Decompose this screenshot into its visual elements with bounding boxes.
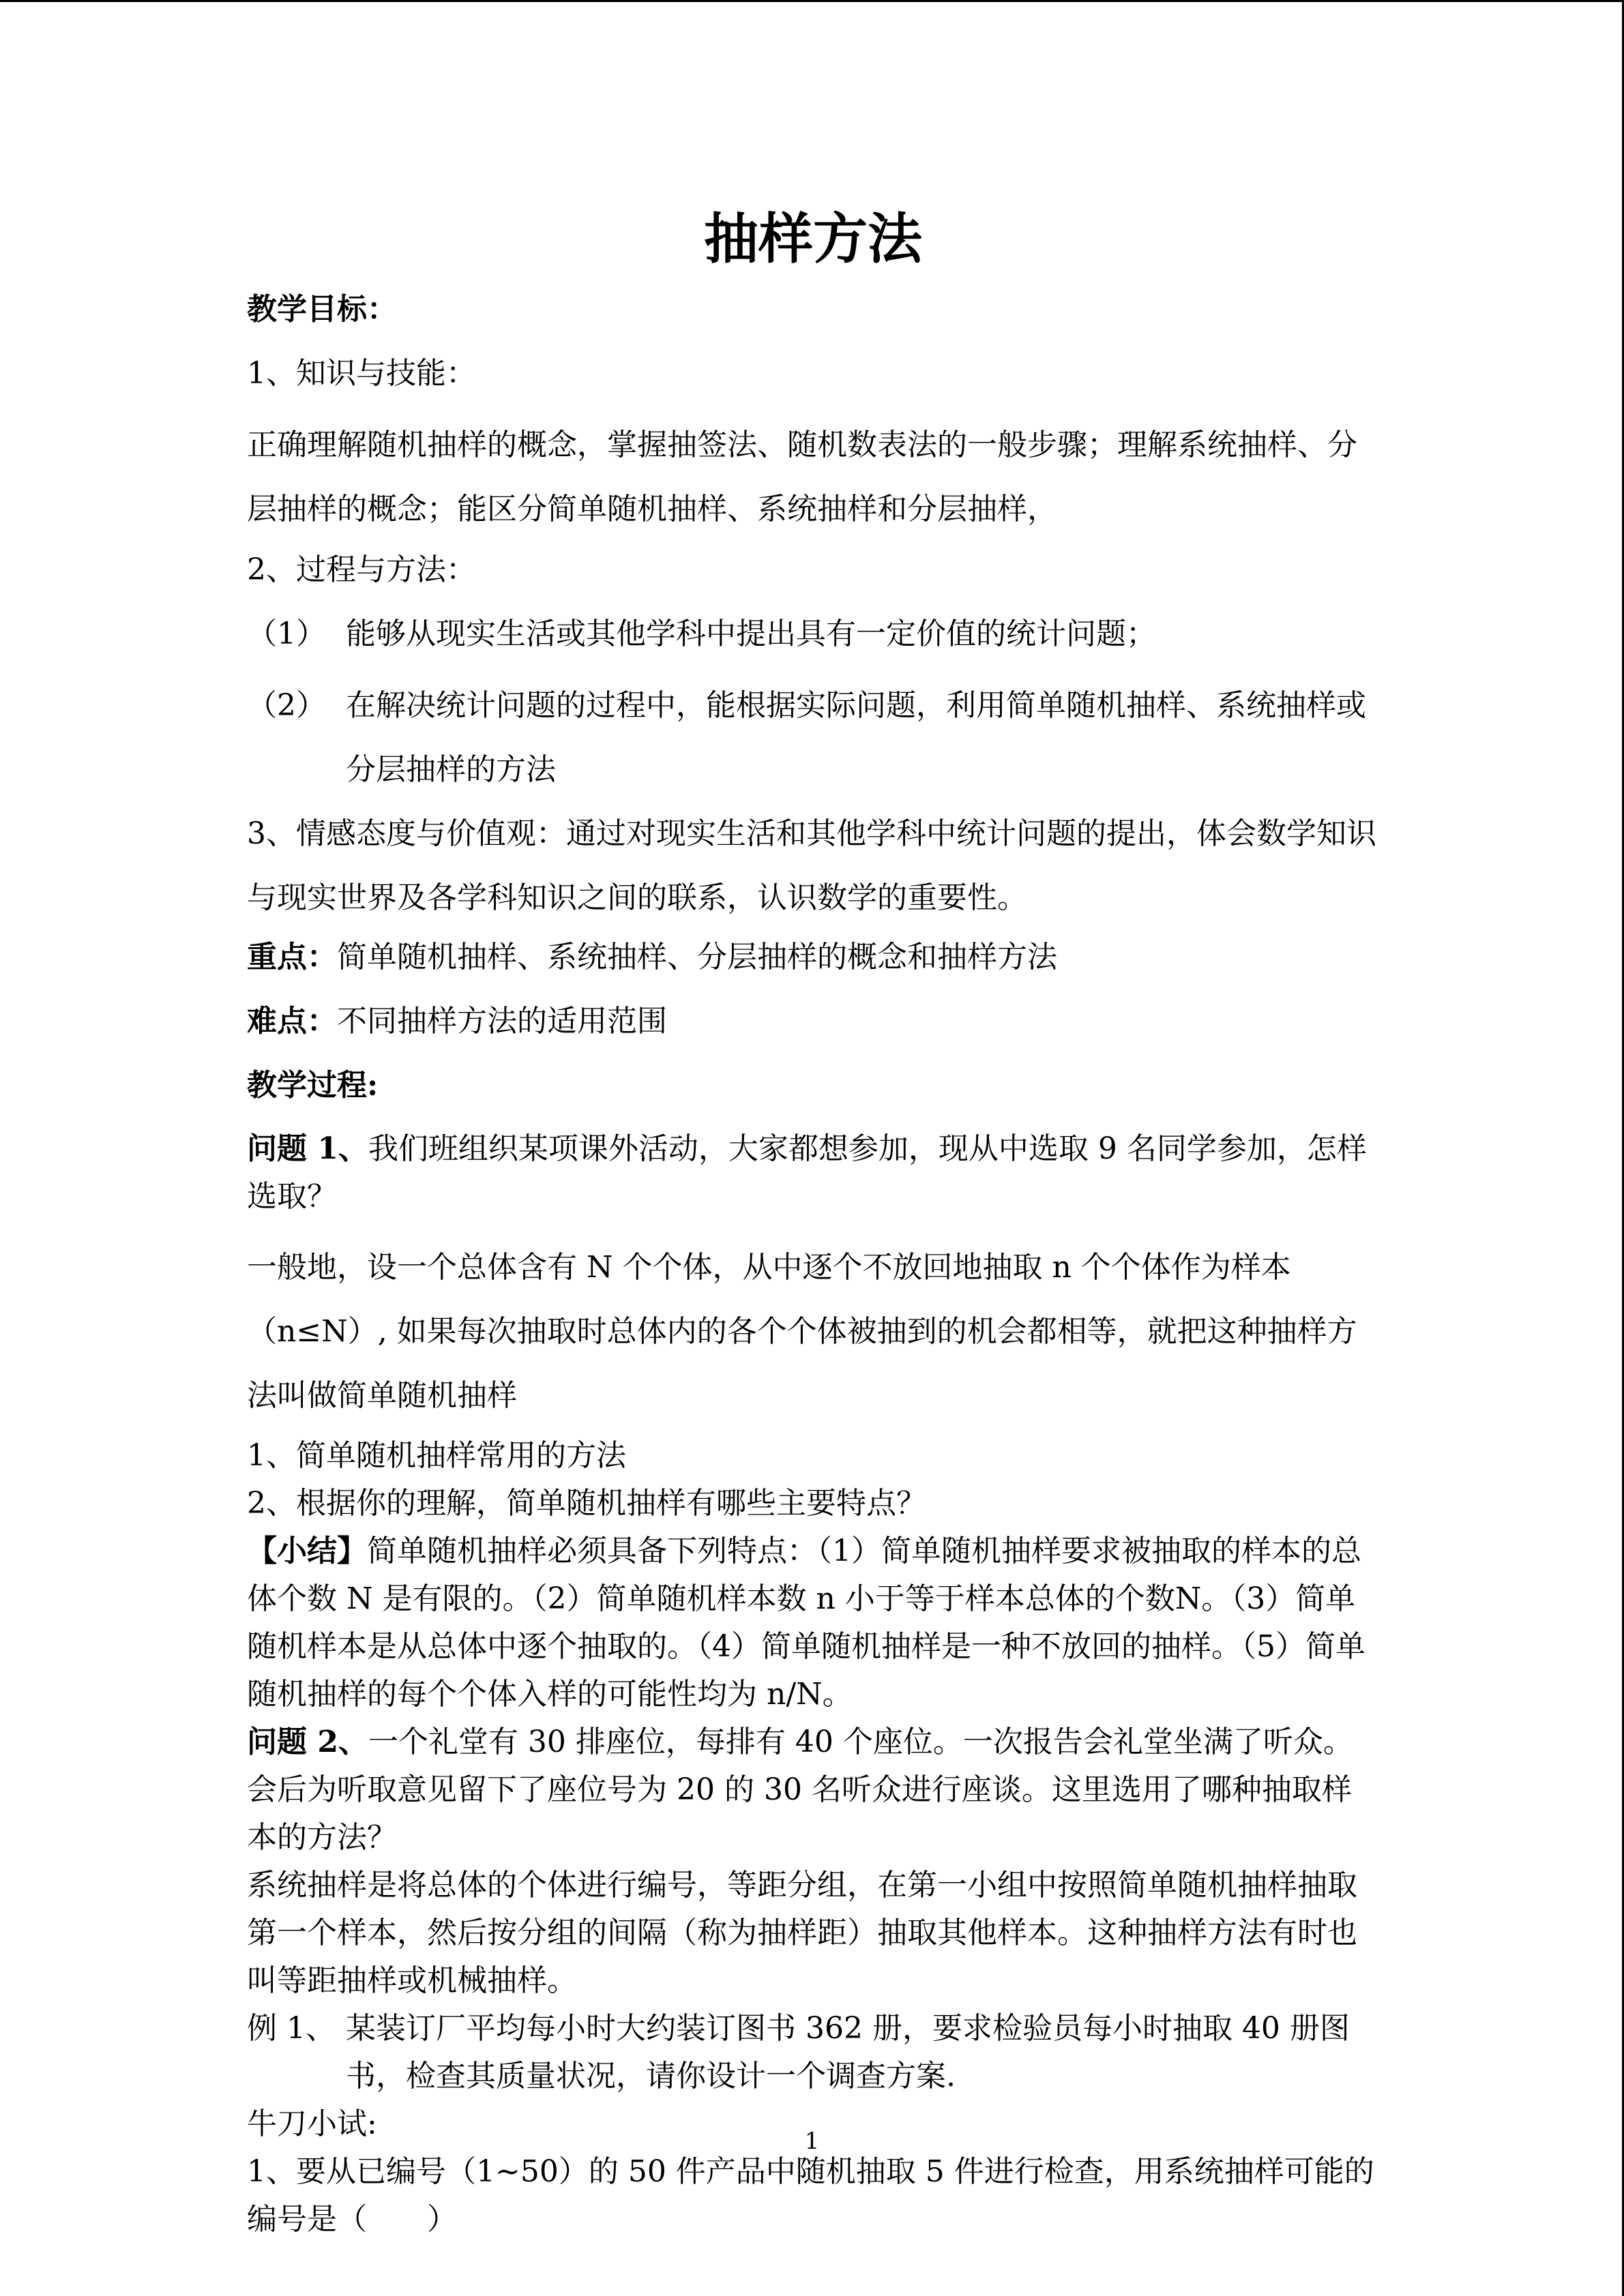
summary-label: 【小结】 (247, 1534, 367, 1568)
objectives-heading: 教学目标： (247, 292, 397, 327)
summary (247, 1527, 1379, 1718)
emotion-text: 3、情感态度与价值观：通过对现实生活和其他学科中统计问题的提出，体会数学知识与现实世界及各学科知识之间的联系，认识数学的重要性。 (247, 816, 1376, 915)
difficult-point (247, 997, 1379, 1046)
process-heading: 教学过程: (247, 1068, 379, 1103)
item-number: （2） (247, 688, 326, 723)
question-2-label: 问题 2、 (247, 1725, 368, 1759)
example-number: 例 1、 (247, 2011, 336, 2046)
question-2-text: 一个礼堂有 30 排座位，每排有 40 个座位。一次报告会礼堂坐满了听众。会后为听取意见留下了座位号为 20 的 30 名听众进行座谈。这里选用了哪种抽取样本的方法？ (247, 1725, 1353, 1855)
question-1 (247, 1125, 1379, 1221)
systematic-sampling-text: 系统抽样是将总体的个体进行编号，等距分组，在第一小组中按照简单随机抽样抽取第一个样本，然后按分组的间隔（称为抽样距）抽取其他样本。这种抽样方法有时也叫等距抽样或机械抽样。 (247, 1868, 1357, 1998)
list-item: 2、根据你的理解，简单随机抽样有哪些主要特点？ (247, 1486, 926, 1521)
difficult-point-label: 难点： (247, 1004, 337, 1039)
list-item: 1、简单随机抽样常用的方法 (247, 1438, 626, 1473)
document-page (247, 198, 1379, 2243)
example-text: 某装订厂平均每小时大约装订图书 362 册，要求检验员每小时抽取 40 册图书，检查其质量状况，请你设计一个调查方案. (346, 2011, 1350, 2093)
knowledge-text: 正确理解随机抽样的概念，掌握抽签法、随机数表法的一般步骤；理解系统抽样、分层抽样的概念；能区分简单随机抽样、系统抽样和分层抽样， (247, 428, 1357, 526)
practice-question-1: 1、要从已编号（1~50）的 50 件产品中随机抽取 5 件进行检查，用系统抽样可能的编号是（ ） (247, 2154, 1374, 2237)
process-item-1 (247, 610, 1379, 659)
question-1-text: 我们班组织某项课外活动，大家都想参加，现从中选取 9 名同学参加，怎样选取？ (247, 1131, 1367, 1214)
top-border (0, 0, 1624, 2)
key-point-text: 简单随机抽样、系统抽样、分层抽样的概念和抽样方法 (337, 940, 1057, 974)
process-method-heading: 2、过程与方法： (247, 552, 476, 587)
example-1 (247, 2005, 1379, 2100)
question-1-label: 问题 1、 (247, 1131, 368, 1166)
process-item-2 (247, 674, 1379, 802)
page-title: 抽样方法 (704, 207, 922, 271)
page-number: 1 (804, 2128, 820, 2155)
practice-heading: 牛刀小试: (247, 2106, 377, 2141)
item-number: （1） (247, 616, 326, 651)
definition-text: 一般地，设一个总体含有 N 个个体，从中逐个不放回地抽取 n 个个体作为样本（n≤N）, 如果每次抽取时总体内的各个个体被抽到的机会都相等，就把这种抽样方法叫做简单随机抽样 (247, 1250, 1357, 1413)
key-point-label: 重点： (247, 940, 337, 974)
knowledge-heading: 1、知识与技能： (247, 356, 476, 391)
key-point (247, 933, 1379, 982)
difficult-point-text: 不同抽样方法的适用范围 (337, 1004, 667, 1039)
item-text: 能够从现实生活或其他学科中提出具有一定价值的统计问题； (346, 616, 1156, 651)
summary-text: 简单随机抽样必须具备下列特点：（1）简单随机抽样要求被抽取的样本的总体个数 N 是有限的。（2）简单随机样本数 n 小于等于样本总体的个数N。（3）简单随机样本是从总体中逐个抽取的。（4）简单随机抽样是一种不放回的抽样。（5）简单随机抽样的每个个体入样的可能性均为 n/N。 (247, 1534, 1365, 1712)
question-2 (247, 1718, 1379, 1862)
item-text: 在解决统计问题的过程中，能根据实际问题，利用简单随机抽样、系统抽样或分层抽样的方法 (346, 688, 1366, 787)
